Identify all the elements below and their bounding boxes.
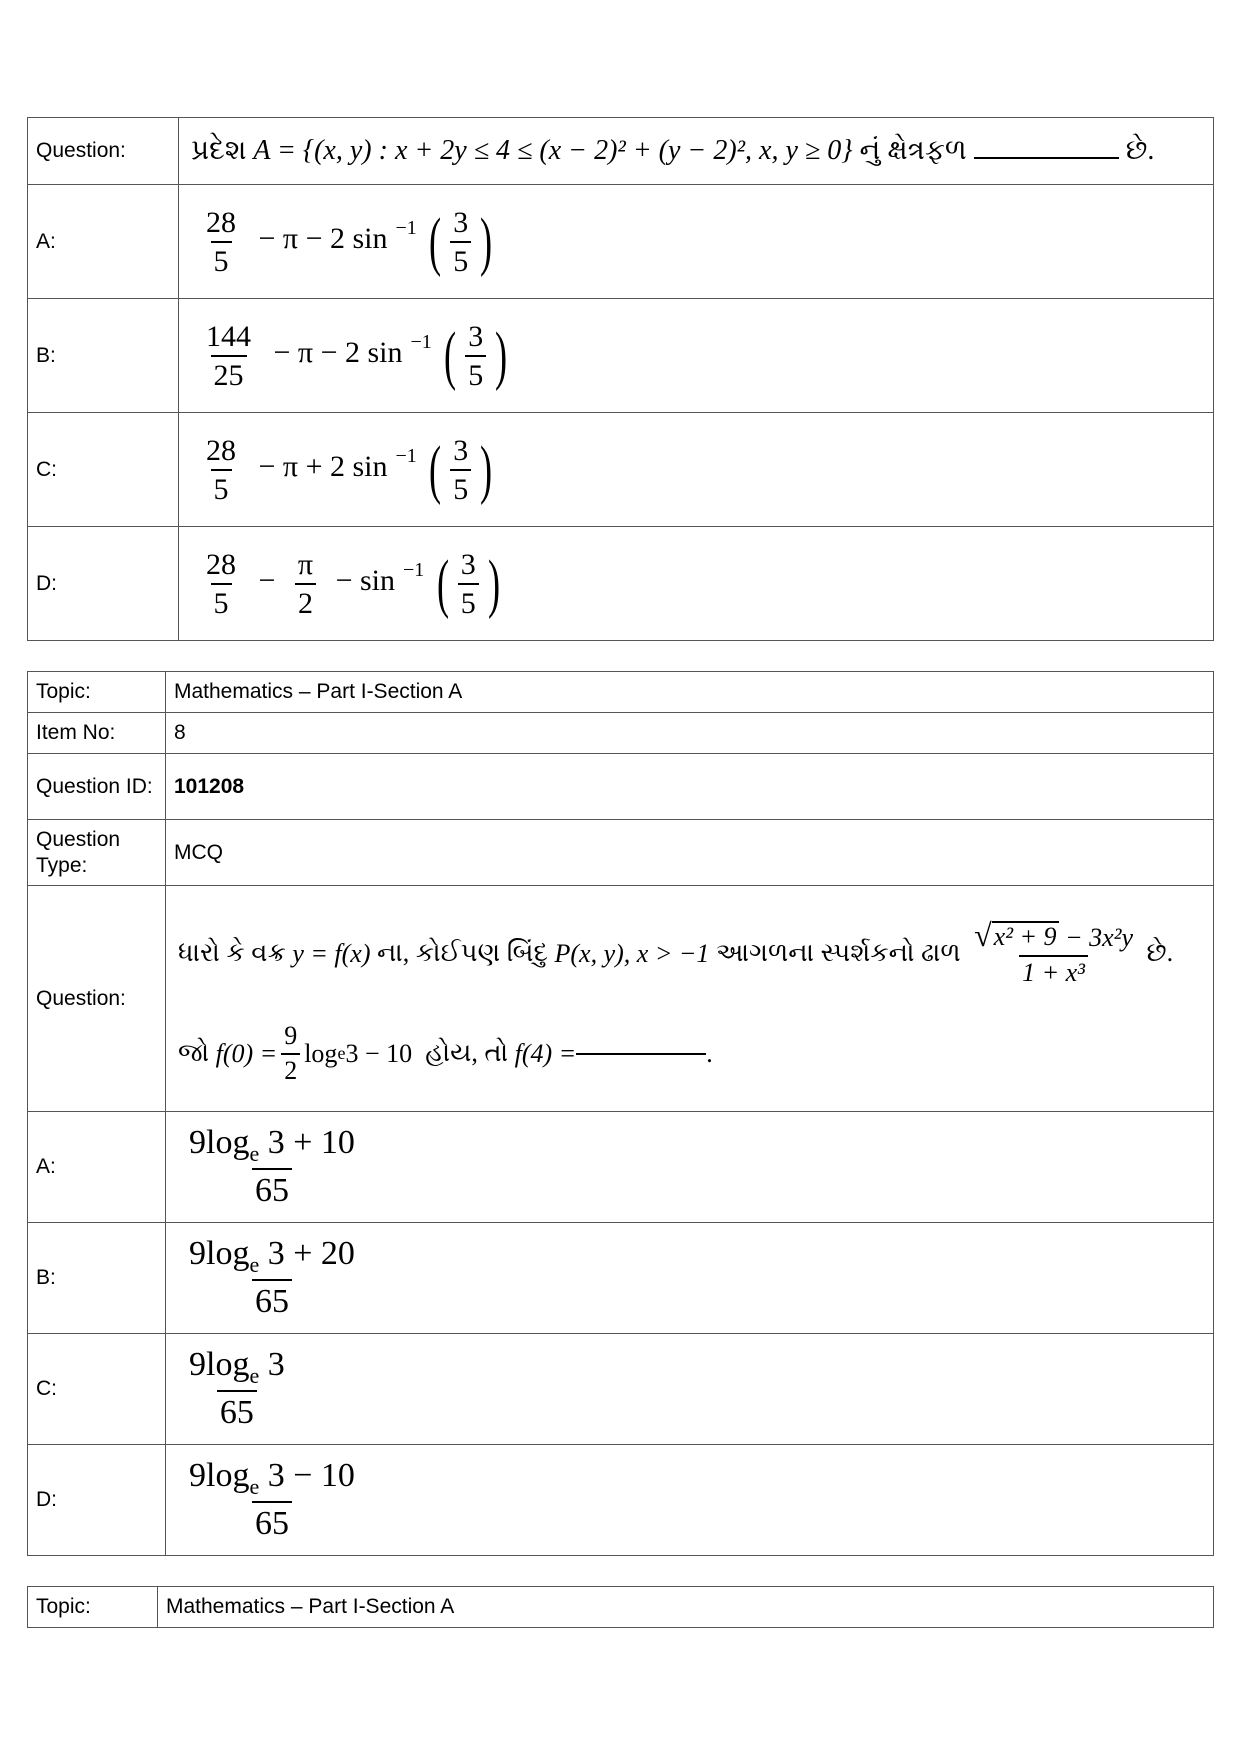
question-row xyxy=(28,118,1214,185)
option-row-a xyxy=(28,185,1214,299)
qid-label: Question ID: xyxy=(28,754,166,820)
q2-sub: e xyxy=(337,1043,346,1063)
option-label-d: D: xyxy=(28,527,179,641)
option2-d-num-a: 9log xyxy=(189,1457,250,1495)
q1-text-a: ધારો કે વક્ર xyxy=(178,938,286,967)
option2-row-c xyxy=(28,1334,1214,1445)
option2-d-num-b: 3 − 10 xyxy=(259,1457,355,1495)
q2-log: log xyxy=(304,1038,338,1068)
option-a-num: 28 xyxy=(206,205,236,239)
option-b-math: $\frac{144}{25}$ − π − 2 sin $^{-1}$ ( $\frac{3}{5}$ ) xyxy=(179,299,1214,413)
option-row-d xyxy=(28,527,1214,641)
option2-row-b xyxy=(28,1223,1214,1334)
qtype-label: Question Type: xyxy=(28,820,166,886)
item-row xyxy=(28,713,1214,754)
option-a-sup: −1 xyxy=(395,217,417,240)
option-b-pden: 5 xyxy=(465,355,486,392)
option-b-pnum: 3 xyxy=(468,319,484,353)
option2-c-den: 65 xyxy=(217,1390,257,1431)
option-b-den: 25 xyxy=(211,355,247,392)
q1-text-e: આગળના સ્પર્શકનો ઢાળ xyxy=(715,938,961,967)
slope-fraction: √ x² + 9 − 3x²y 1 + x³ xyxy=(974,917,1133,987)
option-row-b xyxy=(28,299,1214,413)
option2-a-sub: e xyxy=(249,1141,260,1167)
option2-b-num-b: 3 + 20 xyxy=(259,1235,355,1273)
question-table-1 xyxy=(27,117,1214,641)
option-label-a: A: xyxy=(28,185,179,299)
question-cell xyxy=(179,118,1214,185)
topic-label-3: Topic: xyxy=(28,1587,158,1628)
question-table-3 xyxy=(27,1586,1214,1628)
slope-den: 1 + x³ xyxy=(1019,955,1088,988)
q2-end: . xyxy=(706,1038,713,1068)
option-d-sup: −1 xyxy=(403,559,425,582)
topic-value-3: Mathematics – Part I-Section A xyxy=(158,1587,1214,1628)
option-c-math: $\frac{28}{5}$ − π + 2 sin $^{-1}$ ( $\frac{3}{5}$ ) xyxy=(179,413,1214,527)
answer-blank-2 xyxy=(576,1053,706,1055)
option2-label-d: D: xyxy=(28,1445,166,1556)
q2-text-a: જો xyxy=(178,1038,210,1067)
option-d-pi-den: 2 xyxy=(295,583,316,620)
option-c-sup: −1 xyxy=(395,445,417,468)
q1-end: છે. xyxy=(1146,938,1174,967)
option2-b-num-a: 9log xyxy=(189,1235,250,1273)
option-b-mid: − π − 2 sin xyxy=(273,336,403,370)
option2-label-b: B: xyxy=(28,1223,166,1334)
qtype-value: MCQ xyxy=(166,820,1214,886)
option-d-math: $\frac{28}{5}$ − $\frac{\pi}{2}$ − sin $^{-1}$ ( $\frac{3}{5}$ ) xyxy=(179,527,1214,641)
option2-c-sub: e xyxy=(249,1363,260,1389)
option2-b-den: 65 xyxy=(252,1279,292,1320)
question-label-2: Question: xyxy=(28,886,166,1112)
q2-text-b: f(0) = xyxy=(215,1038,278,1068)
option2-d-sub: e xyxy=(249,1474,260,1500)
option-row-c xyxy=(28,413,1214,527)
option2-c-num-a: 9log xyxy=(189,1346,250,1384)
option2-a-num-a: 9log xyxy=(189,1124,250,1162)
option-c-pden: 5 xyxy=(450,469,471,506)
question-suffix: નું ક્ષેત્રફળ xyxy=(859,135,967,166)
option-label-b: B: xyxy=(28,299,179,413)
option-d-pi-num: π xyxy=(297,547,314,581)
question-line-1 xyxy=(178,899,1213,1009)
item-label: Item No: xyxy=(28,713,166,754)
option-b-num: 144 xyxy=(206,319,251,353)
option-d-den: 5 xyxy=(211,583,232,620)
option2-d-den: 65 xyxy=(252,1501,292,1542)
option2-row-a xyxy=(28,1112,1214,1223)
option-c-den: 5 xyxy=(211,469,232,506)
question-prefix: પ્રદેશ xyxy=(191,135,247,166)
q1-text-b: y = f(x) xyxy=(292,938,371,968)
option-d-mid: − sin xyxy=(335,564,396,598)
option-a-pden: 5 xyxy=(450,241,471,278)
question-end: છે. xyxy=(1125,135,1155,166)
option-b-sup: −1 xyxy=(410,331,432,354)
option-a-mid: − π − 2 sin xyxy=(258,222,388,256)
slope-num-rest: − 3x²y xyxy=(1065,923,1133,953)
question-cell-2 xyxy=(166,886,1214,1112)
question-line-2 xyxy=(178,1009,1213,1099)
q2-text-e: હોય, તો xyxy=(425,1038,509,1067)
option2-a-math xyxy=(166,1112,1214,1223)
option-d-pden: 5 xyxy=(458,583,479,620)
q2-num: 9 xyxy=(284,1020,298,1050)
option-d-pnum: 3 xyxy=(460,547,476,581)
qid-row xyxy=(28,754,1214,820)
question-row-2 xyxy=(28,886,1214,1112)
topic-row xyxy=(28,672,1214,713)
q1-text-d: P(x, y), x > −1 xyxy=(554,938,710,968)
question-math: A = {(x, y) : x + 2y ≤ 4 ≤ (x − 2)² + (y − 2)², x, y ≥ 0} xyxy=(253,135,853,166)
qid-value: 101208 xyxy=(166,754,1214,820)
option2-c-num-b: 3 xyxy=(259,1346,285,1384)
option-a-pnum: 3 xyxy=(453,205,469,239)
question-label: Question: xyxy=(28,118,179,185)
answer-blank xyxy=(974,157,1119,159)
option2-label-c: C: xyxy=(28,1334,166,1445)
option-label-c: C: xyxy=(28,413,179,527)
topic-label: Topic: xyxy=(28,672,166,713)
option-c-num: 28 xyxy=(206,433,236,467)
option-d-num: 28 xyxy=(206,547,236,581)
topic-row-3 xyxy=(28,1587,1214,1628)
option2-a-num-b: 3 + 10 xyxy=(259,1124,355,1162)
q2-text-d: 3 − 10 xyxy=(345,1038,413,1068)
slope-sqrt: x² + 9 xyxy=(993,921,1057,951)
option2-a-den: 65 xyxy=(252,1168,292,1209)
q2-text-f: f(4) = xyxy=(514,1038,577,1068)
option-c-mid: − π + 2 sin xyxy=(258,450,388,484)
question-table-2 xyxy=(27,671,1214,1556)
option2-label-a: A: xyxy=(28,1112,166,1223)
option2-d-math xyxy=(166,1445,1214,1556)
option-a-den: 5 xyxy=(211,241,232,278)
option-a-math: $\frac{28}{5}$ − π − 2 sin $^{-1}$ ( $\frac{3}{5}$ ) xyxy=(179,185,1214,299)
q1-text-c: ના, કોઈપણ બિંદુ xyxy=(377,938,549,967)
option2-b-math xyxy=(166,1223,1214,1334)
topic-value: Mathematics – Part I-Section A xyxy=(166,672,1214,713)
option2-row-d xyxy=(28,1445,1214,1556)
item-value: 8 xyxy=(166,713,1214,754)
option-c-pnum: 3 xyxy=(453,433,469,467)
option2-b-sub: e xyxy=(249,1252,260,1278)
option2-c-math xyxy=(166,1334,1214,1445)
q2-den: 2 xyxy=(281,1053,300,1086)
qtype-row xyxy=(28,820,1214,886)
question-text xyxy=(191,135,1154,166)
